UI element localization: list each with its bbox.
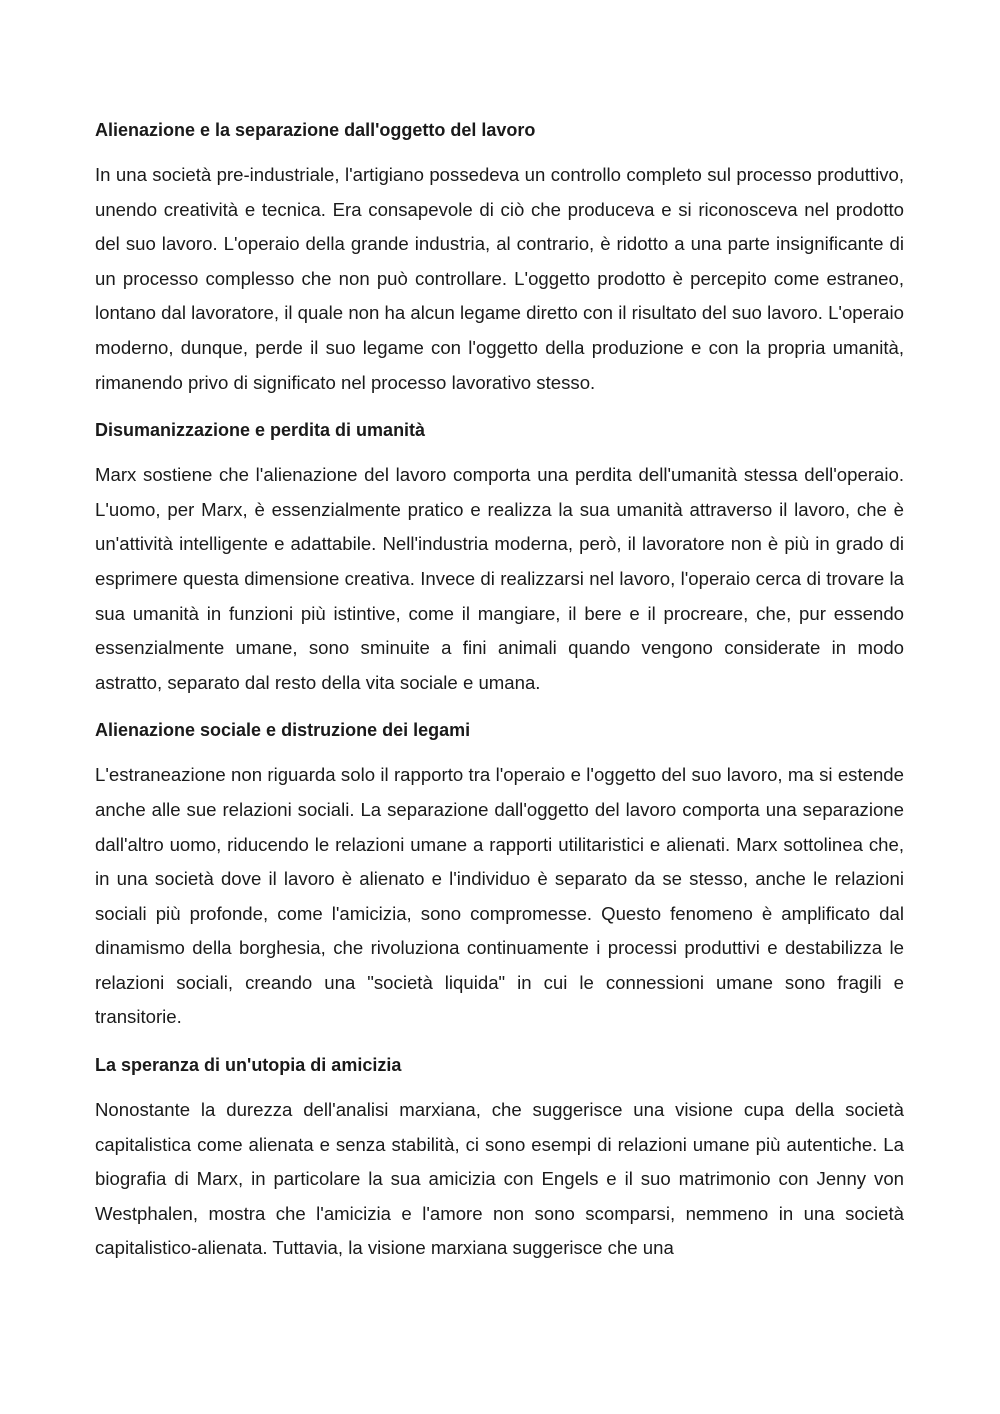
section-heading-friendship-utopia: La speranza di un'utopia di amicizia <box>95 1055 402 1076</box>
section-heading-social-alienation: Alienazione sociale e distruzione dei legami <box>95 720 471 741</box>
section-body-social-alienation: L'estraneazione non riguarda solo il rapporto tra l'operaio e l'oggetto del suo lavoro, ma si estende anche alle sue relazioni sociali. La separazione dall'oggetto del lavoro comporta una separazione dall'altro uomo, riducendo le relazioni umane a rapporti utilitaristici e alienati. Marx sottolinea che, in una società dove il lavoro è alienato e l'individuo è separato da se stesso, anche le relazioni sociali più profonde, come l'amicizia, sono compromesse. Questo fenomeno è amplificato dal dinamismo della borghesia, che rivoluziona continuamente i processi produttivi e destabilizza le relazioni sociali, creando una "società liquida" in cui le connessioni umane sono fragili e transitorie. <box>95 764 904 1028</box>
document-page <box>95 112 904 1266</box>
section-heading-dehumanization: Disumanizzazione e perdita di umanità <box>95 420 426 441</box>
section-body-dehumanization: Marx sostiene che l'alienazione del lavoro comporta una perdita dell'umanità stessa dell'operaio. L'uomo, per Marx, è essenzialmente pratico e realizza la sua umanità attraverso il lavoro, che è un'attività intelligente e adattabile. Nell'industria moderna, però, il lavoratore non è più in grado di esprimere questa dimensione creativa. Invece di realizzarsi nel lavoro, l'operaio cerca di trovare la sua umanità in funzioni più istintive, come il mangiare, il bere e il procreare, che, pur essendo essenzialmente umane, sono sminuite a fini animali quando vengono considerate in modo astratto, separato dal resto della vita sociale e umana. <box>95 464 904 693</box>
section-heading-alienation: Alienazione e la separazione dall'oggetto del lavoro <box>95 120 536 140</box>
section-body-friendship-utopia: Nonostante la durezza dell'analisi marxiana, che suggerisce una visione cupa della società capitalistica come alienata e senza stabilità, ci sono esempi di relazioni umane più autentiche. La biografia di Marx, in particolare la sua amicizia con Engels e il suo matrimonio con Jenny von Westphalen, mostra che l'amicizia e l'amore non sono scomparsi, nemmeno in una società capitalistico-alienata. Tuttavia, la visione marxiana suggerisce che una <box>95 1099 904 1259</box>
section-body-alienation: In una società pre-industriale, l'artigiano possedeva un controllo completo sul processo produttivo, unendo creatività e tecnica. Era consapevole di ciò che produceva e si riconosceva nel prodotto del suo lavoro. L'operaio della grande industria, al contrario, è ridotto a una parte insignificante di un processo complesso che non può controllare. L'oggetto prodotto è percepito come estraneo, lontano dal lavoratore, il quale non ha alcun legame diretto con il risultato del suo lavoro. L'operaio moderno, dunque, perde il suo legame con l'oggetto della produzione e con la propria umanità, rimanendo privo di significato nel processo lavorativo stesso. <box>95 164 904 393</box>
